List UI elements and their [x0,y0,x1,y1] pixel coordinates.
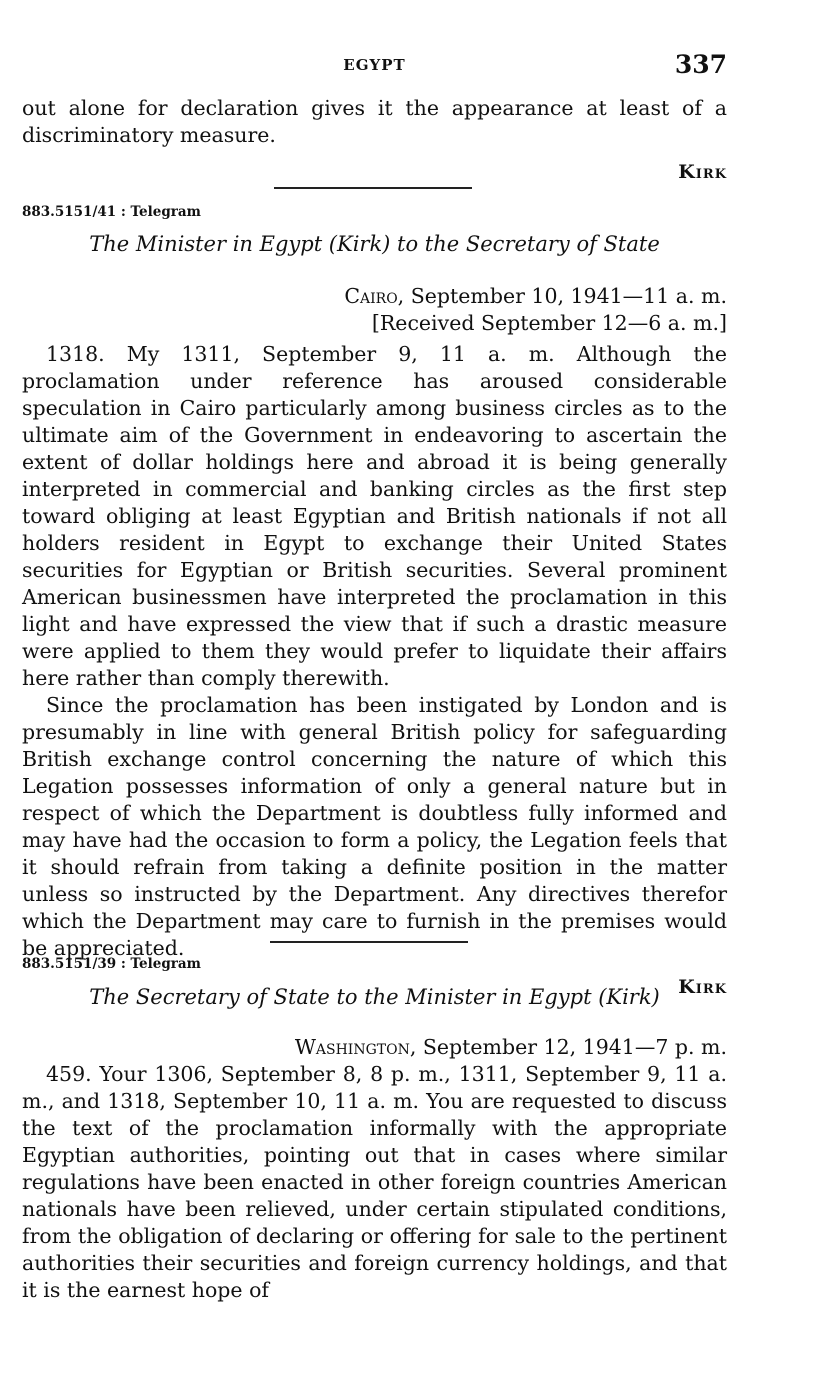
document-title-2: The Secretary of State to the Minister in Egypt (Kirk) [89,985,660,1009]
telegram-1-paragraph-2: Since the proclamation has been instigated by London and is presumably in line with general British policy for safeguarding British exchange control concerning the nature of which this Legation possesses information of only a general nature but in respect of which the Department is doubtless fully informed and may have had the occasion to form a policy, the Legation feels that it should refrain from taking a definite position in the matter unless so instructed by the Department. Any directives therefor which the Department may care to furnish in the premises would be appreciated. [22,693,727,960]
dateline-place-2: Washington, [294,1035,417,1059]
page-number: 337 [674,50,727,79]
running-head [22,52,727,82]
telegram-body-2 [22,1061,727,1304]
dateline-2 [295,1034,727,1061]
section-divider-2 [270,941,468,943]
file-reference-2: 883.5151/39 : Telegram [22,956,201,972]
document-title-1: The Minister in Egypt (Kirk) to the Secretary of State [89,232,660,256]
telegram-2-paragraph-1: 459. Your 1306, September 8, 8 p. m., 1311, September 9, 11 a. m., and 1318, September 10, 11 a. m. You are requested to discuss the text of the proclamation informally with the appropriate Egyptian authorities, pointing out that in cases where similar regulations have been enacted in other foreign countries American nationals have been relieved, under certain stipulated conditions, from the obligation of declaring or offering for sale to the pertinent authorities their securities and foreign currency holdings, and that it is the earnest hope of [22,1062,727,1302]
received-line-1: [Received September 12—6 a. m.] [371,311,727,335]
signature-kirk-1: Kirk [678,161,727,183]
signature-kirk-2: Kirk [678,976,727,998]
telegram-body-1 [22,341,727,998]
telegram-1-paragraph-1: 1318. My 1311, September 9, 11 a. m. Although the proclamation under reference has aroused considerable speculation in Cairo particularly among business circles as to the ultimate aim of the Government in endeavoring to ascertain the extent of dollar holdings here and abroad it is being generally interpreted in commercial and banking circles as the first step toward obliging at least Egyptian and British nationals if not all holders resident in Egypt to exchange their United States securities for Egyptian or British securities. Several prominent American businessmen have interpreted the proclamation in this light and have expressed the view that if such a drastic measure were applied to them they would prefer to liquidate their affairs here rather than comply therewith. [22,342,727,690]
dateline-date-2: September 12, 1941—7 p. m. [416,1035,727,1059]
file-reference-1: 883.5151/41 : Telegram [22,204,201,220]
section-divider-1 [274,187,472,189]
running-title: EGYPT [343,56,406,74]
dateline-place-1: Cairo, [344,284,405,308]
dateline-1 [344,283,727,310]
continued-paragraph-block [22,95,727,183]
continued-paragraph: out alone for declaration gives it the appearance at least of a discriminatory measure. [22,96,727,147]
dateline-date-1: September 10, 1941—11 a. m. [404,284,727,308]
